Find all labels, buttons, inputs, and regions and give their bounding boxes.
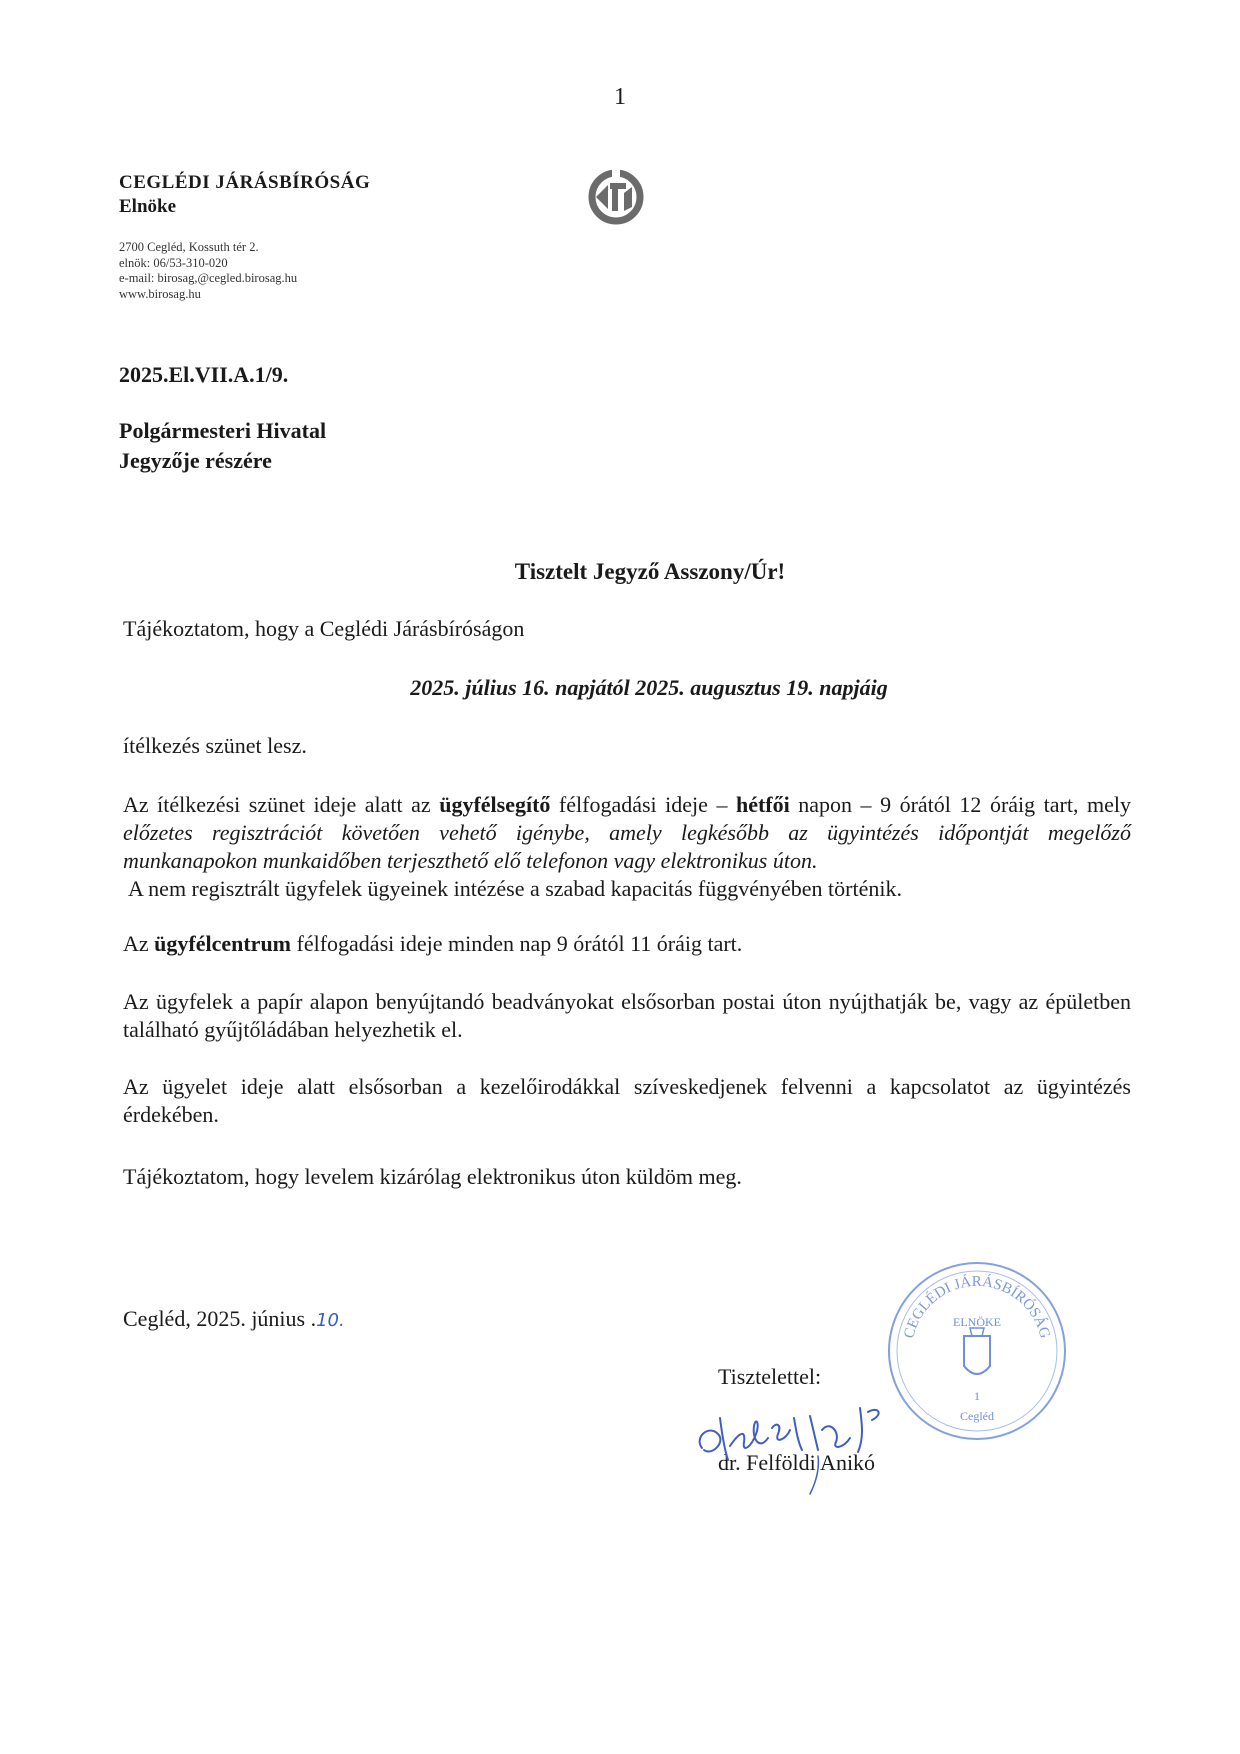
court-emblem-icon	[586, 167, 646, 227]
p2-bold1: ügyfélcentrum	[154, 931, 292, 956]
stamp-number: 1	[974, 1389, 980, 1403]
period-text: 2025. július 16. napjától 2025. augusztus 19. napjáig	[410, 675, 888, 700]
pause-text: ítélkezés szünet lesz.	[123, 733, 307, 758]
paragraph-submissions: Az ügyfelek a papír alapon benyújtandó beadványokat elsősorban postai úton nyújthatják be, vagy az épületben található gyűjtőládában helyezhetik el.	[123, 989, 1131, 1042]
p1-text3: napon – 9 órától 12 óráig tart, mely	[789, 792, 1131, 817]
website: www.birosag.hu	[119, 286, 201, 301]
svg-text:CEGLÉDI JÁRÁSBÍRÓSÁG	[901, 1273, 1052, 1340]
recipient-line1: Polgármesteri Hivatal	[119, 418, 327, 443]
p1-text4: A nem regisztrált ügyfelek ügyeinek intézése a szabad kapacitás függvényében történik.	[128, 876, 902, 901]
org-role: Elnöke	[119, 196, 177, 217]
regards-text: Tisztelettel:	[718, 1364, 822, 1389]
paragraph-electronic: Tájékoztatom, hogy levelem kizárólag elektronikus úton küldöm meg.	[123, 1164, 742, 1189]
p1-text2: félfogadási ideje –	[550, 792, 736, 817]
contact-block	[119, 240, 297, 302]
intro-text: Tájékoztatom, hogy a Ceglédi Járásbíróságon	[123, 616, 525, 641]
paragraph-customer-centre	[123, 930, 1131, 958]
recipient-line2: Jegyzője részére	[119, 448, 272, 473]
email: e-mail: birosag,@cegled.birosag.hu	[119, 271, 298, 285]
paragraph-duty: Az ügyelet ideje alatt elsősorban a kezelőirodákkal szíveskedjenek felvenni a kapcsolatot az ügyintézés érdekében.	[123, 1074, 1131, 1127]
page-number: 1	[614, 84, 626, 110]
salutation: Tisztelt Jegyző Asszony/Úr!	[514, 559, 786, 584]
p2-text2: félfogadási ideje minden nap 9 órától 11 óráig tart.	[291, 931, 743, 956]
p1-bold1: ügyfélsegítő	[439, 792, 551, 817]
handwritten-day: 10.	[316, 1310, 345, 1331]
phone: elnök: 06/53-310-020	[119, 255, 228, 270]
p1-italic: előzetes regisztrációt követően vehető igénybe, amely legkésőbb az ügyintézés időpontját megelőző munkanapokon munkaidőben terjeszthető elő telefonon vagy elektronikus úton.	[123, 820, 1131, 873]
stamp-text-mid: ELNÖKE	[953, 1315, 1001, 1329]
stamp-text-bottom: Cegléd	[960, 1409, 994, 1423]
handwritten-signature-icon	[690, 1368, 930, 1498]
reference-number: 2025.El.VII.A.1/9.	[119, 362, 289, 387]
recipient-block	[119, 416, 326, 476]
p1-text1: Az ítélkezési szünet ideje alatt az	[123, 792, 440, 817]
p1-bold2: hétfői	[735, 792, 790, 817]
address: 2700 Cegléd, Kossuth tér 2.	[119, 240, 259, 254]
place-date-text: Cegléd, 2025. június .	[123, 1306, 317, 1331]
stamp-text-top: CEGLÉDI JÁRÁSBÍRÓSÁG	[901, 1273, 1053, 1341]
p2-text1: Az	[123, 931, 155, 956]
paragraph-customer-help	[123, 791, 1131, 903]
org-name: CEGLÉDI JÁRÁSBÍRÓSÁG	[119, 172, 371, 193]
place-date	[123, 1306, 345, 1332]
signer-name: dr. Felföldi Anikó	[718, 1450, 876, 1475]
